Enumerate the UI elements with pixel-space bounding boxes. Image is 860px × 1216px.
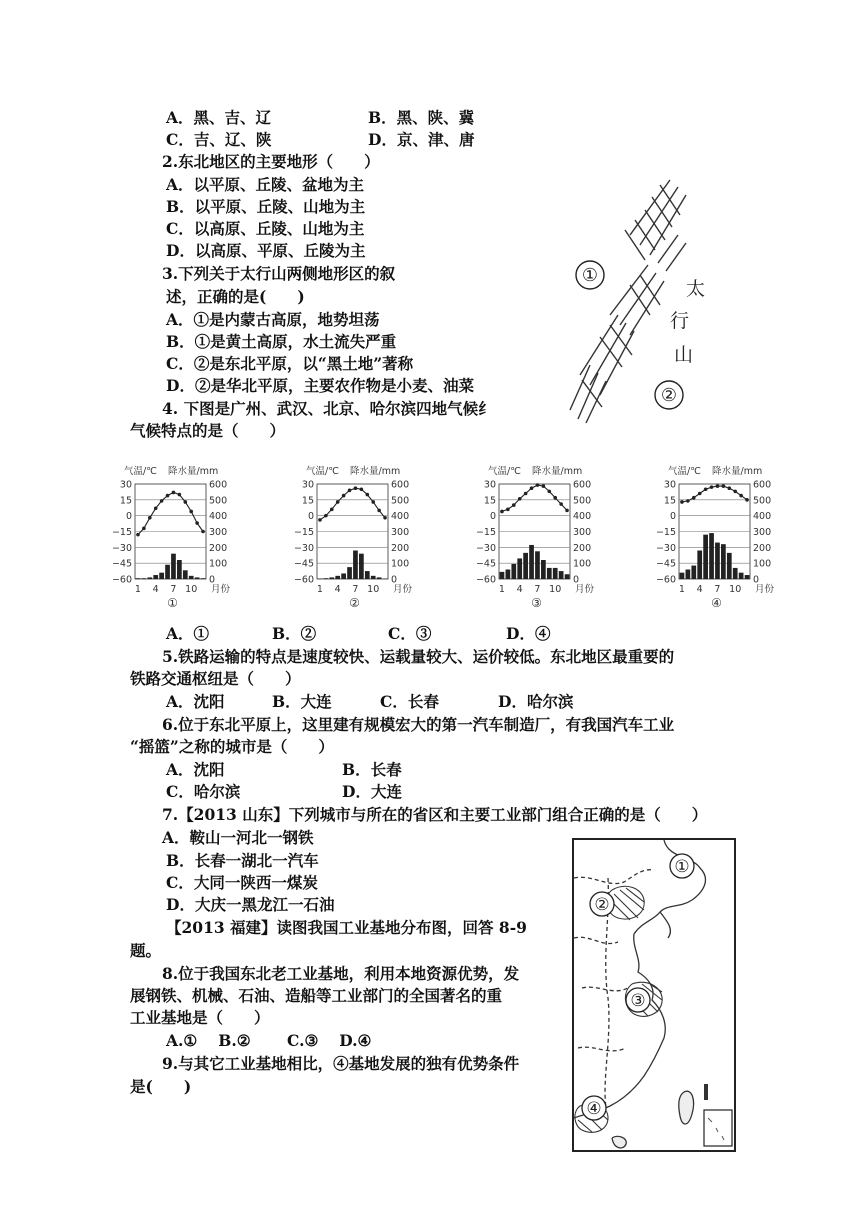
temperature-line <box>502 485 567 511</box>
temperature-point <box>559 502 563 506</box>
temperature-point <box>680 500 684 504</box>
precipitation-tick-label: 600 <box>391 479 410 491</box>
precipitation-bar <box>686 570 691 580</box>
precipitation-bar <box>177 560 182 579</box>
q9-stem-line1: 9.与其它工业基地相比，④基地发展的独有优势条件 <box>162 1054 520 1073</box>
temperature-point <box>318 518 322 522</box>
precipitation-bar <box>147 577 152 579</box>
precipitation-tick-label: 500 <box>209 495 228 507</box>
temperature-tick-label: 15 <box>119 495 132 507</box>
temperature-tick-label: 15 <box>663 495 676 507</box>
temperature-point <box>500 510 504 514</box>
temperature-point <box>201 530 205 534</box>
temperature-tick-label: 0 <box>125 511 132 523</box>
month-tick-label: 4 <box>696 584 703 595</box>
precipitation-bar <box>709 533 714 579</box>
q4-option-d: D．④ <box>506 624 551 643</box>
temperature-tick-label: −15 <box>655 527 676 538</box>
temperature-tick-label: −45 <box>111 558 132 570</box>
q3-option-d: D．②是华北平原，主要农作物是小麦、油菜 <box>166 376 474 395</box>
month-axis-label: 月份 <box>211 584 231 595</box>
q2-option-a: A．以平原、丘陵、盆地为主 <box>166 175 365 194</box>
temperature-point <box>154 506 158 510</box>
precipitation-bar <box>745 575 750 579</box>
precipitation-tick-label: 200 <box>209 542 228 554</box>
temperature-point <box>547 490 551 494</box>
temperature-point <box>360 487 364 491</box>
precipitation-bar <box>553 568 558 579</box>
q6-option-c: C．哈尔滨 <box>166 782 241 801</box>
precipitation-tick-label: 200 <box>391 542 410 554</box>
temperature-point <box>324 514 328 518</box>
q4-stem-line2: 气候特点的是（ ） <box>130 421 286 440</box>
temperature-point <box>542 484 546 488</box>
precipitation-bar <box>511 564 516 579</box>
temperature-point <box>565 509 569 513</box>
precipitation-tick-label: 500 <box>391 495 410 507</box>
base-4-mark: ④ <box>586 1099 602 1119</box>
q5-option-d: D．哈尔滨 <box>498 692 574 711</box>
precipitation-tick-label: 0 <box>573 574 580 586</box>
precipitation-bar <box>733 568 738 579</box>
precipitation-bar <box>365 571 370 579</box>
temperature-point <box>336 500 340 504</box>
precipitation-bar <box>703 535 708 579</box>
temperature-tick-label: −30 <box>475 542 496 554</box>
temperature-point <box>710 485 714 489</box>
precipitation-axis-label: 降水量/mm <box>532 466 583 477</box>
q8-stem-line3: 工业基地是（ ） <box>130 1008 270 1027</box>
precipitation-tick-label: 0 <box>391 574 398 586</box>
precipitation-bar <box>329 577 334 579</box>
temperature-point <box>512 503 516 507</box>
month-axis-label: 月份 <box>575 584 595 595</box>
q1-option-d: D．京、津、唐 <box>368 130 475 149</box>
precipitation-bar <box>183 570 188 579</box>
precipitation-tick-label: 100 <box>753 558 772 570</box>
precipitation-tick-label: 200 <box>753 542 772 554</box>
precipitation-bar <box>506 570 511 580</box>
precipitation-bar <box>739 573 744 579</box>
month-tick-label: 4 <box>152 584 159 595</box>
month-tick-label: 7 <box>534 584 541 595</box>
q7-option-b: B．长春一湖北一汽车 <box>166 851 319 870</box>
precipitation-bar <box>347 567 352 579</box>
temperature-tick-label: −60 <box>111 574 132 586</box>
q6-stem-line2: “摇篮”之称的城市是（ ） <box>130 737 334 756</box>
month-tick-label: 10 <box>185 584 198 595</box>
temperature-tick-label: −30 <box>293 542 314 554</box>
q5-stem-line1: 5.铁路运输的特点是速度较快、运载量较大、运价较低。东北地区最重要的 <box>162 647 675 666</box>
precipitation-bar <box>324 578 329 579</box>
precipitation-bar <box>142 578 147 579</box>
q2-option-b: B．以平原、丘陵、山地为主 <box>166 197 366 216</box>
precipitation-tick-label: 600 <box>573 479 592 491</box>
q2-stem: 2.东北地区的主要地形（ ） <box>162 152 380 171</box>
q3-option-a: A．①是内蒙古高原，地势坦荡 <box>166 310 380 329</box>
q6-stem-line1: 6.位于东北平原上，这里建有规模宏大的第一汽车制造厂，有我国汽车工业 <box>162 715 675 734</box>
q5-option-a: A．沈阳 <box>166 692 225 711</box>
precipitation-bar <box>529 545 534 579</box>
q1-option-a: A．黑、吉、辽 <box>166 108 272 127</box>
temperature-axis-label: 气温/℃ <box>124 466 157 477</box>
precipitation-bar <box>371 576 376 579</box>
taihang-char-3: 山 <box>674 344 694 366</box>
temperature-point <box>739 494 743 498</box>
precipitation-bar <box>517 558 522 579</box>
precipitation-bar <box>721 544 726 579</box>
month-tick-label: 7 <box>352 584 359 595</box>
q5-option-c: C．长春 <box>380 692 439 711</box>
month-tick-label: 1 <box>316 584 323 595</box>
q6-option-a: A．沈阳 <box>166 760 225 779</box>
taihang-char-2: 行 <box>670 310 690 332</box>
temperature-line <box>138 492 203 534</box>
climate-chart-2 <box>290 462 440 612</box>
chart-number-label: ③ <box>531 596 542 610</box>
taihang-mountain-map <box>560 175 720 425</box>
precipitation-tick-label: 500 <box>573 495 592 507</box>
temperature-point <box>733 490 737 494</box>
temperature-tick-label: −30 <box>655 542 676 554</box>
temperature-tick-label: 30 <box>483 479 496 491</box>
precipitation-bar <box>697 551 702 580</box>
q3-option-c: C．②是东北平原，以“黑土地”著称 <box>166 354 414 373</box>
temperature-tick-label: 30 <box>301 479 314 491</box>
temperature-point <box>348 489 352 493</box>
base-2-mark: ② <box>594 895 610 915</box>
temperature-point <box>553 496 557 500</box>
precipitation-bar <box>535 551 540 579</box>
temperature-tick-label: −60 <box>293 574 314 586</box>
region-1-mark: ① <box>581 265 599 286</box>
temperature-tick-label: 0 <box>489 511 496 523</box>
temperature-point <box>365 493 369 497</box>
q4-option-b: B．② <box>272 624 317 643</box>
precipitation-bar <box>680 573 685 579</box>
month-tick-label: 10 <box>367 584 380 595</box>
precipitation-bar <box>715 543 720 579</box>
temperature-point <box>371 500 375 504</box>
q7-stem: 7.【2013 山东】下列城市与所在的省区和主要工业部门组合正确的是（ ） <box>162 805 708 824</box>
climate-chart-4 <box>652 462 802 612</box>
precipitation-tick-label: 400 <box>753 511 772 523</box>
climate-chart-1 <box>108 462 258 612</box>
month-tick-label: 1 <box>134 584 141 595</box>
precipitation-axis-label: 降水量/mm <box>168 466 219 477</box>
precipitation-bar <box>171 554 176 579</box>
temperature-tick-label: −45 <box>475 558 496 570</box>
industrial-base-map <box>572 838 736 1152</box>
q1-option-c: C．吉、辽、陕 <box>166 130 272 149</box>
chart-number-label: ④ <box>711 596 722 610</box>
precipitation-axis-label: 降水量/mm <box>712 466 763 477</box>
temperature-point <box>506 508 510 512</box>
temperature-point <box>330 508 334 512</box>
base-1-mark: ① <box>674 857 690 877</box>
month-tick-label: 7 <box>714 584 721 595</box>
precipitation-bar <box>359 554 364 579</box>
q7-option-c: C．大同一陕西一煤炭 <box>166 873 318 892</box>
group-8-9-intro-line2: 题。 <box>130 941 162 960</box>
month-tick-label: 1 <box>498 584 505 595</box>
precipitation-bar <box>541 560 546 579</box>
precipitation-tick-label: 400 <box>391 511 410 523</box>
temperature-point <box>686 499 690 503</box>
q3-option-b: B．①是黄土高原，水土流失严重 <box>166 332 397 351</box>
q5-option-b: B．大连 <box>272 692 332 711</box>
temperature-tick-label: −60 <box>655 574 676 586</box>
temperature-tick-label: −15 <box>293 527 314 538</box>
temperature-axis-label: 气温/℃ <box>488 466 521 477</box>
precipitation-bar <box>565 574 570 579</box>
precipitation-tick-label: 600 <box>209 479 228 491</box>
climate-chart-3 <box>472 462 622 612</box>
temperature-tick-label: 15 <box>483 495 496 507</box>
temperature-point <box>536 483 540 487</box>
temperature-tick-label: −15 <box>111 527 132 538</box>
chart-number-label: ① <box>167 596 178 610</box>
temperature-tick-label: 15 <box>301 495 314 507</box>
precipitation-tick-label: 0 <box>753 574 760 586</box>
q7-option-a: A．鞍山一河北一钢铁 <box>162 828 314 847</box>
precipitation-tick-label: 300 <box>209 527 228 538</box>
base-3-mark: ③ <box>630 991 646 1011</box>
temperature-point <box>745 498 749 502</box>
temperature-point <box>354 486 358 490</box>
temperature-point <box>172 491 176 495</box>
temperature-axis-label: 气温/℃ <box>306 466 339 477</box>
q8-stem-line2: 展钢铁、机械、石油、造船等工业部门的全国著名的重 <box>130 986 503 1005</box>
precipitation-tick-label: 0 <box>209 574 216 586</box>
precipitation-axis-label: 降水量/mm <box>350 466 401 477</box>
precipitation-bar <box>547 568 552 579</box>
taihang-char-1: 太 <box>686 278 706 300</box>
month-tick-label: 10 <box>729 584 742 595</box>
temperature-tick-label: 0 <box>307 511 314 523</box>
month-tick-label: 4 <box>334 584 341 595</box>
precipitation-bar <box>136 578 141 579</box>
precipitation-bar <box>377 577 382 579</box>
temperature-point <box>342 494 346 498</box>
precipitation-tick-label: 100 <box>391 558 410 570</box>
temperature-point <box>195 521 199 525</box>
temperature-tick-label: −45 <box>293 558 314 570</box>
precipitation-bar <box>353 551 358 580</box>
temperature-tick-label: 0 <box>669 511 676 523</box>
q8-stem-line1: 8.位于我国东北老工业基地，利用本地资源优势，发 <box>162 964 520 983</box>
temperature-point <box>530 486 534 490</box>
temperature-tick-label: −15 <box>475 527 496 538</box>
temperature-point <box>189 510 193 514</box>
precipitation-bar <box>691 566 696 579</box>
q3-stem-line2: 述，正确的是( ) <box>166 287 305 306</box>
precipitation-tick-label: 300 <box>753 527 772 538</box>
month-axis-label: 月份 <box>393 584 413 595</box>
temperature-point <box>142 527 146 531</box>
temperature-point <box>160 499 164 503</box>
precipitation-tick-label: 500 <box>753 495 772 507</box>
precipitation-tick-label: 600 <box>753 479 772 491</box>
temperature-point <box>727 486 731 490</box>
precipitation-bar <box>153 575 158 579</box>
q8-options: A.① B.② C.③ D.④ <box>166 1031 372 1050</box>
q4-stem-line1: 4. 下图是广州、武汉、北京、哈尔滨四地气候纟 <box>162 399 494 418</box>
region-2-mark: ② <box>660 385 678 406</box>
precipitation-tick-label: 100 <box>573 558 592 570</box>
temperature-point <box>722 484 726 488</box>
temperature-point <box>383 516 387 520</box>
precipitation-bar <box>727 553 732 579</box>
precipitation-bar <box>201 578 206 579</box>
precipitation-bar <box>335 576 340 579</box>
temperature-point <box>524 492 528 496</box>
month-tick-label: 4 <box>516 584 523 595</box>
month-tick-label: 1 <box>678 584 685 595</box>
temperature-point <box>136 533 140 537</box>
q5-stem-line2: 铁路交通枢纽是（ ） <box>130 669 301 688</box>
precipitation-bar <box>195 577 200 579</box>
temperature-point <box>518 497 522 501</box>
q6-option-b: B．长春 <box>342 760 402 779</box>
group-8-9-intro-line1: 【2013 福建】读图我国工业基地分布图，回答 8-9 <box>166 918 527 937</box>
temperature-tick-label: 30 <box>119 479 132 491</box>
temperature-point <box>166 494 170 498</box>
temperature-tick-label: −45 <box>655 558 676 570</box>
temperature-tick-label: −30 <box>111 542 132 554</box>
precipitation-tick-label: 100 <box>209 558 228 570</box>
precipitation-bar <box>159 573 164 579</box>
temperature-tick-label: 30 <box>663 479 676 491</box>
temperature-point <box>377 509 381 513</box>
q4-option-a: A．① <box>166 624 210 643</box>
q1-option-b: B．黑、陕、冀 <box>368 108 475 127</box>
month-tick-label: 10 <box>549 584 562 595</box>
temperature-point <box>183 500 187 504</box>
precipitation-tick-label: 400 <box>573 511 592 523</box>
q3-stem-line1: 3.下列关于太行山两侧地形区的叙 <box>162 264 396 283</box>
precipitation-bar <box>559 571 564 579</box>
q9-stem-line2: 是( ) <box>130 1077 192 1096</box>
precipitation-bar <box>341 573 346 579</box>
temperature-line <box>682 486 747 502</box>
precipitation-bar <box>500 572 505 579</box>
temperature-point <box>698 492 702 496</box>
temperature-point <box>704 487 708 491</box>
month-axis-label: 月份 <box>755 584 775 595</box>
temperature-point <box>178 493 182 497</box>
precipitation-tick-label: 400 <box>209 511 228 523</box>
temperature-tick-label: −60 <box>475 574 496 586</box>
temperature-axis-label: 气温/℃ <box>668 466 701 477</box>
scale-bar <box>704 1084 708 1100</box>
chart-number-label: ② <box>349 596 360 610</box>
temperature-line <box>320 488 385 520</box>
temperature-point <box>148 516 152 520</box>
precipitation-tick-label: 300 <box>573 527 592 538</box>
temperature-point <box>692 496 696 500</box>
q4-option-c: C．③ <box>388 624 432 643</box>
precipitation-bar <box>165 565 170 579</box>
q7-option-d: D．大庆一黑龙江一石油 <box>166 895 335 914</box>
q2-option-d: D．以高原、平原、丘陵为主 <box>166 241 366 260</box>
precipitation-bar <box>523 553 528 579</box>
precipitation-bar <box>189 576 194 579</box>
temperature-point <box>716 484 720 488</box>
precipitation-tick-label: 300 <box>391 527 410 538</box>
precipitation-tick-label: 200 <box>573 542 592 554</box>
q6-option-d: D．大连 <box>342 782 402 801</box>
q2-option-c: C．以高原、丘陵、山地为主 <box>166 219 365 238</box>
south-china-sea-inset <box>704 1110 732 1146</box>
month-tick-label: 7 <box>170 584 177 595</box>
